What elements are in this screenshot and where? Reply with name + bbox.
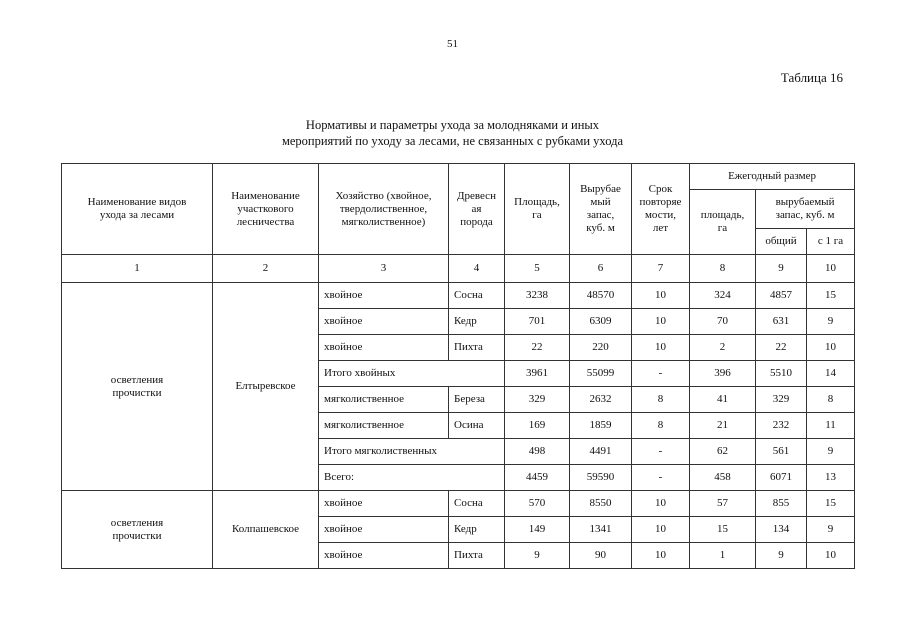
species-cell: Сосна [449,491,505,517]
farm-cell: хвойное [319,335,449,361]
table-row [62,283,855,309]
area-cell: 3238 [505,283,570,309]
header-row [62,164,855,190]
farm-cell: хвойное [319,283,449,309]
annual-total-cell: 329 [756,387,807,413]
column-number: 7 [632,255,690,283]
per-ha-cell: 14 [807,361,855,387]
table-title-line: мероприятий по уходу за лесами, не связанных с рубками ухода [281,134,624,148]
column-number: 1 [62,255,213,283]
norms-table [61,163,855,569]
table-title [0,117,905,149]
species-cell: Пихта [449,335,505,361]
farm-cell: мягколиственное [319,387,449,413]
per-ha-cell: 9 [807,517,855,543]
species-cell: Кедр [449,309,505,335]
stock-cell: 90 [570,543,632,569]
area-cell: 169 [505,413,570,439]
stock-cell: 2632 [570,387,632,413]
farm-cell: Итого мягколиственных [319,439,505,465]
per-ha-cell: 10 [807,543,855,569]
annual-area-cell: 396 [690,361,756,387]
area-cell: 329 [505,387,570,413]
stock-cell: 1859 [570,413,632,439]
period-cell: 10 [632,335,690,361]
care-type-line: прочистки [112,529,162,542]
header-per-ha: с 1 га [807,229,855,255]
column-number: 3 [319,255,449,283]
annual-total-cell: 5510 [756,361,807,387]
forestry-cell: Елтыревское [213,283,319,491]
farm-cell: мягколиственное [319,413,449,439]
annual-total-cell: 134 [756,517,807,543]
period-cell: - [632,465,690,491]
area-cell: 9 [505,543,570,569]
annual-total-cell: 6071 [756,465,807,491]
table-row [62,491,855,517]
per-ha-cell: 11 [807,413,855,439]
period-cell: - [632,439,690,465]
period-cell: 8 [632,387,690,413]
annual-area-cell: 458 [690,465,756,491]
per-ha-cell: 8 [807,387,855,413]
period-cell: 10 [632,491,690,517]
per-ha-cell: 15 [807,283,855,309]
care-type-line: осветления [110,373,164,386]
annual-area-cell: 2 [690,335,756,361]
page-number: 51 [447,38,458,50]
stock-cell: 55099 [570,361,632,387]
annual-area-cell: 62 [690,439,756,465]
header-species: Древесн ая порода [449,164,505,255]
annual-area-cell: 15 [690,517,756,543]
species-cell: Осина [449,413,505,439]
care-type-line: прочистки [112,386,162,399]
farm-cell: хвойное [319,517,449,543]
area-cell: 498 [505,439,570,465]
per-ha-cell: 10 [807,335,855,361]
stock-cell: 8550 [570,491,632,517]
stock-cell: 6309 [570,309,632,335]
header-annual: Ежегодный размер [690,164,855,190]
column-number: 8 [690,255,756,283]
header-stock: Вырубае мый запас, куб. м [570,164,632,255]
stock-cell: 59590 [570,465,632,491]
stock-cell: 220 [570,335,632,361]
annual-area-cell: 1 [690,543,756,569]
header-care-type: Наименование видов ухода за лесами [62,164,213,255]
per-ha-cell: 13 [807,465,855,491]
area-cell: 4459 [505,465,570,491]
column-number: 9 [756,255,807,283]
species-cell: Береза [449,387,505,413]
farm-cell: хвойное [319,543,449,569]
per-ha-cell: 15 [807,491,855,517]
column-number: 6 [570,255,632,283]
annual-total-cell: 855 [756,491,807,517]
period-cell: 10 [632,283,690,309]
area-cell: 3961 [505,361,570,387]
farm-cell: Итого хвойных [319,361,505,387]
farm-cell: Всего: [319,465,505,491]
per-ha-cell: 9 [807,439,855,465]
area-cell: 22 [505,335,570,361]
area-cell: 701 [505,309,570,335]
annual-area-cell: 41 [690,387,756,413]
annual-total-cell: 232 [756,413,807,439]
annual-total-cell: 22 [756,335,807,361]
farm-cell: хвойное [319,491,449,517]
stock-cell: 48570 [570,283,632,309]
annual-total-cell: 561 [756,439,807,465]
header-annual-area: площадь, га [690,190,756,255]
species-cell: Пихта [449,543,505,569]
header-total: общий [756,229,807,255]
period-cell: 10 [632,543,690,569]
area-cell: 570 [505,491,570,517]
column-number: 2 [213,255,319,283]
annual-area-cell: 70 [690,309,756,335]
care-type-cell [62,491,213,569]
farm-cell: хвойное [319,309,449,335]
forestry-cell: Колпашевское [213,491,319,569]
annual-total-cell: 631 [756,309,807,335]
period-cell: - [632,361,690,387]
header-farm: Хозяйство (хвойное, твердолиственное, мягколиственное) [319,164,449,255]
header-period: Срок повторяе мости, лет [632,164,690,255]
period-cell: 8 [632,413,690,439]
annual-area-cell: 324 [690,283,756,309]
species-cell: Кедр [449,517,505,543]
annual-total-cell: 9 [756,543,807,569]
annual-area-cell: 21 [690,413,756,439]
care-type-line: осветления [110,516,164,529]
annual-area-cell: 57 [690,491,756,517]
column-number: 5 [505,255,570,283]
per-ha-cell: 9 [807,309,855,335]
period-cell: 10 [632,517,690,543]
header-area: Площадь, га [505,164,570,255]
period-cell: 10 [632,309,690,335]
stock-cell: 1341 [570,517,632,543]
area-cell: 149 [505,517,570,543]
column-number: 4 [449,255,505,283]
column-number-row [62,255,855,283]
table-label: Таблица 16 [780,70,843,85]
table-title-line: Нормативы и параметры ухода за молодняками и иных [305,118,600,132]
header-annual-volume: вырубаемый запас, куб. м [756,190,855,229]
species-cell: Сосна [449,283,505,309]
column-number: 10 [807,255,855,283]
care-type-cell [62,283,213,491]
annual-total-cell: 4857 [756,283,807,309]
stock-cell: 4491 [570,439,632,465]
header-forestry: Наименование участкового лесничества [213,164,319,255]
